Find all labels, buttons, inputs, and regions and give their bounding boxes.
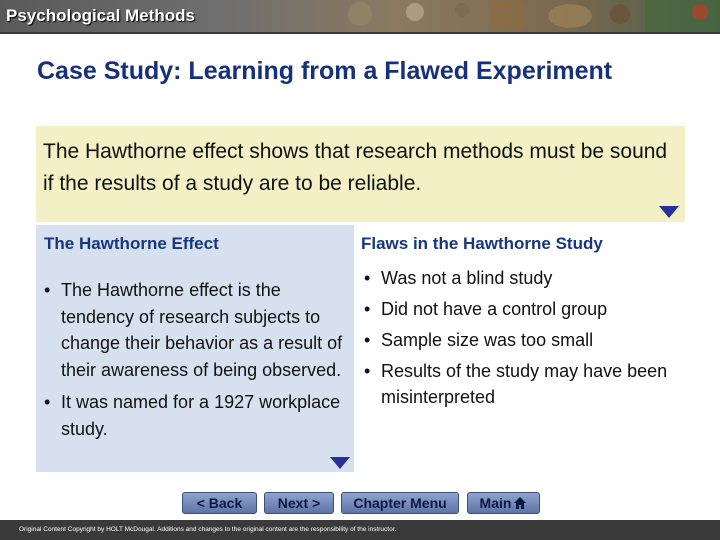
triangle-down-icon[interactable] [659,206,679,218]
header-bar [0,0,720,34]
left-panel [36,225,354,472]
main-button[interactable] [467,492,540,514]
header-title: Psychological Methods [6,6,195,25]
list-item: • It was named for a 1927 workplace study. [61,389,351,442]
left-column-heading: The Hawthorne Effect [44,234,219,253]
triangle-down-icon[interactable] [330,457,350,469]
footer-bar [0,520,720,540]
list-item: • The Hawthorne effect is the tendency of research subjects to change their behavior as a result of their awareness of being observed. [61,277,351,383]
navigation-bar [0,492,720,514]
chapter-menu-button[interactable]: Chapter Menu [341,492,459,514]
header-collage-decoration [300,0,720,34]
summary-text: The Hawthorne effect shows that research methods must be sound if the results of a study are to be reliable. [43,140,668,195]
home-icon [513,496,527,510]
list-item: • Results of the study may have been misinterpreted [381,358,681,410]
list-item: • Was not a blind study [381,265,681,291]
main-button-label: Main [479,495,512,511]
next-button[interactable]: Next > [264,492,334,514]
right-column-heading: Flaws in the Hawthorne Study [361,234,603,253]
summary-box [36,126,685,222]
list-item: • Sample size was too small [381,327,681,353]
right-bullet-list [381,265,681,415]
left-bullet-list [61,277,351,448]
list-item: • Did not have a control group [381,296,681,322]
back-button[interactable]: < Back [182,492,257,514]
slide-title: Case Study: Learning from a Flawed Experiment [37,57,613,85]
copyright-text: Original Content Copyright by HOLT McDougal. Additions and changes to the original content are the responsibility of the instructor. [19,526,397,533]
